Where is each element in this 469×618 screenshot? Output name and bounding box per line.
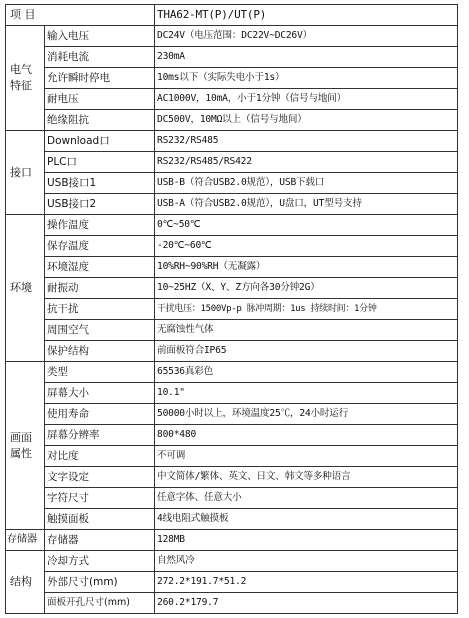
row-item: 输入电压 bbox=[45, 26, 155, 47]
table-row bbox=[6, 488, 458, 509]
row-item: 屏幕分辨率 bbox=[45, 425, 155, 446]
row-value: 无腐蚀性气体 bbox=[155, 320, 458, 341]
row-item: 屏幕大小 bbox=[45, 383, 155, 404]
group-electrical: 电气 特征 bbox=[6, 26, 45, 131]
table-row bbox=[6, 47, 458, 68]
row-item: 保护结构 bbox=[45, 341, 155, 362]
row-item: 操作温度 bbox=[45, 215, 155, 236]
row-item: 面板开孔尺寸(mm) bbox=[45, 593, 155, 614]
row-item: 存储器 bbox=[45, 530, 155, 551]
table-row bbox=[6, 467, 458, 488]
table-row bbox=[6, 26, 458, 47]
row-value: 前面板符合IP65 bbox=[155, 341, 458, 362]
table-row bbox=[6, 383, 458, 404]
row-item: 对比度 bbox=[45, 446, 155, 467]
row-item: 耐振动 bbox=[45, 278, 155, 299]
table-row bbox=[6, 278, 458, 299]
row-item: 保存温度 bbox=[45, 236, 155, 257]
row-value: -20℃~60℃ bbox=[155, 236, 458, 257]
row-value: USB-B（符合USB2.0规范），USB下载口 bbox=[155, 173, 458, 194]
table-row bbox=[6, 257, 458, 278]
row-item: Download口 bbox=[45, 131, 155, 152]
header-item-label: 项 目 bbox=[6, 5, 155, 26]
row-value: 10%RH~90%RH（无凝露） bbox=[155, 257, 458, 278]
table-row bbox=[6, 551, 458, 572]
group-environment: 环境 bbox=[6, 215, 45, 362]
spec-table bbox=[5, 4, 458, 614]
group-storage: 存储器 bbox=[6, 530, 45, 551]
table-row bbox=[6, 320, 458, 341]
table-row bbox=[6, 341, 458, 362]
table-row bbox=[6, 89, 458, 110]
row-value: 4线电阻式触摸板 bbox=[155, 509, 458, 530]
table-row bbox=[6, 110, 458, 131]
row-item: 类型 bbox=[45, 362, 155, 383]
row-value: 128MB bbox=[155, 530, 458, 551]
table-row bbox=[6, 236, 458, 257]
row-value: 自然风冷 bbox=[155, 551, 458, 572]
row-value: 干扰电压：1500Vp-p 脉冲周期：1us 持续时间：1分钟 bbox=[155, 299, 458, 320]
row-item: 周围空气 bbox=[45, 320, 155, 341]
table-row bbox=[6, 446, 458, 467]
table-row bbox=[6, 425, 458, 446]
row-value: RS232/RS485/RS422 bbox=[155, 152, 458, 173]
row-value: 10~25HZ（X、Y、Z方向各30分钟2G） bbox=[155, 278, 458, 299]
row-item: PLC口 bbox=[45, 152, 155, 173]
row-item: 允许瞬时停电 bbox=[45, 68, 155, 89]
row-value: 任意字体、任意大小 bbox=[155, 488, 458, 509]
row-value: 230mA bbox=[155, 47, 458, 68]
table-row bbox=[6, 572, 458, 593]
table-row bbox=[6, 593, 458, 614]
row-value: 10.1" bbox=[155, 383, 458, 404]
row-value: 50000小时以上，环境温度25℃，24小时运行 bbox=[155, 404, 458, 425]
row-value: 800*480 bbox=[155, 425, 458, 446]
table-row bbox=[6, 68, 458, 89]
row-value: AC1000V，10mA，小于1分钟（信号与地间） bbox=[155, 89, 458, 110]
table-row bbox=[6, 509, 458, 530]
table-row bbox=[6, 404, 458, 425]
row-item: USB接口1 bbox=[45, 173, 155, 194]
table-row bbox=[6, 215, 458, 236]
table-header-row bbox=[6, 5, 458, 26]
row-item: 耐电压 bbox=[45, 89, 155, 110]
row-item: 冷却方式 bbox=[45, 551, 155, 572]
table-row bbox=[6, 299, 458, 320]
row-item: 消耗电流 bbox=[45, 47, 155, 68]
row-item: 使用寿命 bbox=[45, 404, 155, 425]
row-value: 260.2*179.7 bbox=[155, 593, 458, 614]
row-value: USB-A（符合USB2.0规范），U盘口，UT型号支持 bbox=[155, 194, 458, 215]
header-model: THA62-MT(P)/UT(P) bbox=[155, 5, 458, 26]
table-row bbox=[6, 131, 458, 152]
table-row bbox=[6, 173, 458, 194]
row-value: DC24V（电压范围：DC22V~DC26V） bbox=[155, 26, 458, 47]
row-item: 文字设定 bbox=[45, 467, 155, 488]
row-item: 环境湿度 bbox=[45, 257, 155, 278]
row-value: 272.2*191.7*51.2 bbox=[155, 572, 458, 593]
row-value: RS232/RS485 bbox=[155, 131, 458, 152]
row-value: 0℃~50℃ bbox=[155, 215, 458, 236]
table-row bbox=[6, 362, 458, 383]
table-row bbox=[6, 530, 458, 551]
row-value: 10ms以下（实际失电小于1s） bbox=[155, 68, 458, 89]
row-value: 中文简体/繁体、英文、日文、韩文等多种语言 bbox=[155, 467, 458, 488]
row-item: USB接口2 bbox=[45, 194, 155, 215]
row-item: 触摸面板 bbox=[45, 509, 155, 530]
row-value: 65536真彩色 bbox=[155, 362, 458, 383]
row-value: 不可调 bbox=[155, 446, 458, 467]
group-structure: 结构 bbox=[6, 551, 45, 614]
group-interface: 接口 bbox=[6, 131, 45, 215]
row-item: 字符尺寸 bbox=[45, 488, 155, 509]
row-value: DC500V，10MΩ以上（信号与地间） bbox=[155, 110, 458, 131]
table-row bbox=[6, 194, 458, 215]
row-item: 绝缘阻抗 bbox=[45, 110, 155, 131]
table-row bbox=[6, 152, 458, 173]
row-item: 抗干扰 bbox=[45, 299, 155, 320]
group-display: 画面 属性 bbox=[6, 362, 45, 530]
row-item: 外部尺寸(mm) bbox=[45, 572, 155, 593]
